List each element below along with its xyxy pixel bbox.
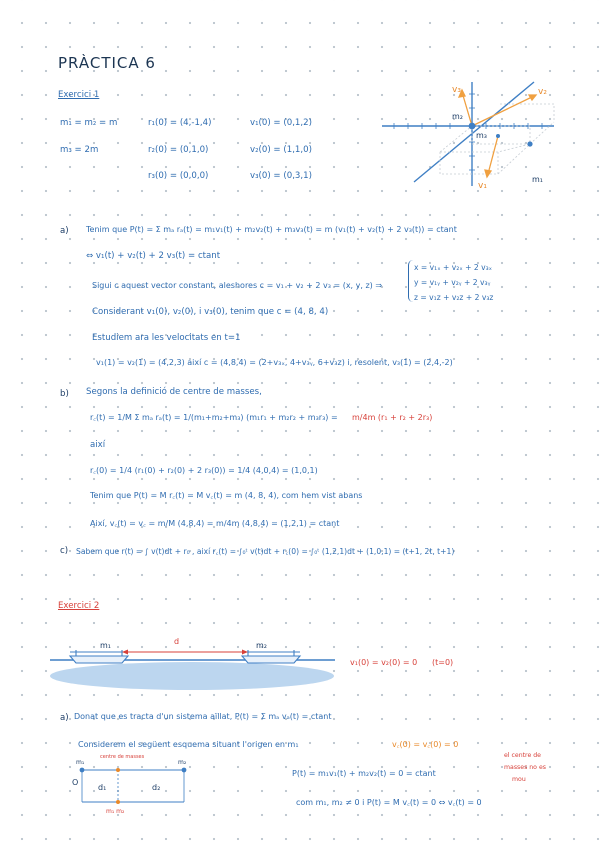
scheme-cm-point — [116, 768, 120, 772]
part-a-label: a) — [60, 226, 69, 236]
scheme-label-cm: centre de masses — [100, 754, 145, 760]
mass-m3-point — [469, 123, 476, 130]
part-b-line2a: r꜀(t) = 1/M Σ mₐ rₐ(t) = 1/(m₁+m₂+m₃) (m₁r₁ + m₂r₂ + m₃r₃) = — [90, 413, 338, 422]
mass-m3: m₃ = 2m — [60, 145, 99, 155]
system-brace — [408, 260, 413, 302]
scheme-m1-point — [80, 768, 85, 773]
system-eq-x: x = v₁ₓ + v₂ₓ + 2 v₃ₓ — [414, 263, 493, 272]
part-a-line4: Considerant v₁(0), v₂(0), i v₃(0), tenim que c = (4, 8, 4) — [92, 307, 329, 317]
part-b-line4: r꜀(0) = 1/4 (r₁(0) + r₂(0) + 2 r₃(0)) = 1/4 (4,0,4) = (1,0,1) — [90, 466, 318, 475]
label-distance-d: d — [174, 637, 180, 646]
part-b-label: b) — [60, 389, 69, 399]
axes-3d-diagram — [378, 78, 558, 190]
system-eq-y: y = v₁ᵧ + v₂ᵧ + 2 v₃ᵧ — [414, 278, 491, 287]
v3-initial: v₃(0) = (0,3,1) — [250, 171, 312, 181]
part-b-line5: Tenim que P(t) = M r꜀(t) = M v꜀(t) = m (4, 8, 4), com hem vist abans — [90, 491, 363, 500]
system-eq-z: z = v₁z + v₂z + 2 v₃z — [414, 293, 494, 302]
label-m2: m₂ — [452, 112, 463, 121]
r2-initial: r₂(0) = (0,1,0) — [148, 145, 209, 155]
masses-equal: m₁ = m₂ = m — [60, 118, 118, 128]
origin-scheme — [60, 752, 200, 816]
v2-initial: v₂(0) = (1,1,0) — [250, 145, 312, 155]
initial-velocity-condition: v₁(0) = v₂(0) = 0 — [350, 658, 418, 667]
part-a-line2: ⇔ v₁(t) + v₂(t) + 2 v₃(t) = ctant — [86, 251, 221, 261]
scheme-origin: O — [72, 778, 79, 787]
boat-1 — [70, 650, 128, 663]
scheme-label-bottom: m₁ m₂ — [106, 808, 125, 815]
r1-initial: r₁(0) = (4,-1,4) — [148, 118, 212, 128]
v1-vector — [488, 136, 498, 174]
ex2-note-cm-2: masses no es — [504, 764, 546, 771]
label-m1: m₁ — [532, 175, 543, 184]
scheme-m2-point — [182, 768, 187, 773]
mass-m1-point — [527, 141, 532, 146]
v3-vector — [462, 92, 472, 126]
v1-initial: v₁(0) = (0,1,2) — [250, 118, 312, 128]
mass-m2-point — [496, 134, 500, 138]
label-boat-m1: m₁ — [100, 641, 111, 650]
label-m3: m₃ — [476, 131, 487, 140]
v2-vector — [472, 96, 534, 126]
label-v2: v₂ — [538, 87, 547, 97]
part-a-line5: Estudiem ara les velocitats en t=1 — [92, 333, 241, 343]
time-zero: (t=0) — [432, 658, 454, 667]
label-v1: v₁ — [478, 181, 487, 190]
scheme-label-m2: m₂ — [178, 759, 187, 766]
part-a-line3: Sigui c aquest vector constant, aleshores c = v₁ + v₂ + 2 v₃ = (x, y, z) ⇒ — [92, 281, 383, 290]
part-b-line3: així — [90, 440, 106, 450]
water — [50, 662, 334, 690]
page-title: PRÀCTICA 6 — [58, 54, 156, 72]
part-b-line6: Així, v꜀(t) = v꜀ = m/M (4,8,4) = m/4m (4,8,4) = (1,2,1) = ctant — [90, 519, 340, 528]
ex2-note-cm-3: mou — [512, 776, 526, 783]
exercise1-heading: Exercici 1 — [58, 90, 100, 100]
ex2-part-a-label: a) — [60, 713, 69, 723]
ex2-part-a-line1: Donat que es tracta d'un sistema aïllat, P(t) = Σ mₐ vₐ(t) = ctant — [74, 712, 332, 721]
ex2-part-a-line2: Considerem el següent esquema situant l'origen en m₁ — [78, 740, 299, 749]
ex2-part-a-line4: com m₁, m₂ ≠ 0 i P(t) = M v꜀(t) = 0 ⇔ v꜀(t) = 0 — [296, 798, 482, 807]
boat-2 — [242, 650, 300, 663]
part-c-line1: Sabem que r(t) = ∫ v(t)dt + r₀ , així r꜀(t) = ∫₀ᵗ v(t)dt + r꜀(0) = ∫₀ᵗ (1,2,1)dt + (1,0,1) = (t+1, 2t, t+1) — [76, 547, 455, 556]
ex2-part-a-line3: P(t) = m₁v₁(t) + m₂v₂(t) = 0 = ctant — [292, 769, 436, 778]
scheme-label-d2: d₂ — [152, 783, 161, 792]
part-b-line1: Segons la definició de centre de masses, — [86, 387, 262, 397]
scheme-label-d1: d₁ — [98, 783, 107, 792]
part-b-line2b: m/4m (r₁ + r₂ + 2r₃) — [352, 413, 433, 422]
part-c-label: c) — [60, 546, 69, 556]
part-a-line1: Tenim que P(t) = Σ mₐ rₐ(t) = m₁v₁(t) + m₂v₂(t) + m₃v₃(t) = m (v₁(t) + v₂(t) + 2 v₃(t)) = ctant — [86, 225, 457, 234]
ex2-note-cm-1: el centre de — [504, 752, 541, 759]
r3-initial: r₃(0) = (0,0,0) — [148, 171, 209, 181]
exercise2-heading: Exercici 2 — [58, 601, 100, 611]
scheme-label-m1: m₁ — [76, 759, 85, 766]
boats-diagram — [50, 630, 335, 690]
label-boat-m2: m₂ — [256, 641, 267, 650]
label-v3: v₃ — [452, 85, 461, 95]
part-a-line6: v₁(1) = v₂(1) = (4,2,3) així c = (4,8,4) = (2+v₃ₓ, 4+v₃ᵧ, 6+v₃z) i, resolent, v₃(1) = (2,4,-2) — [96, 358, 453, 367]
velocity-vectors — [459, 90, 536, 177]
ex2-note-velocity: v꜀(0) = v꜀(0) = 0 — [392, 740, 459, 749]
y-axis — [414, 82, 534, 182]
